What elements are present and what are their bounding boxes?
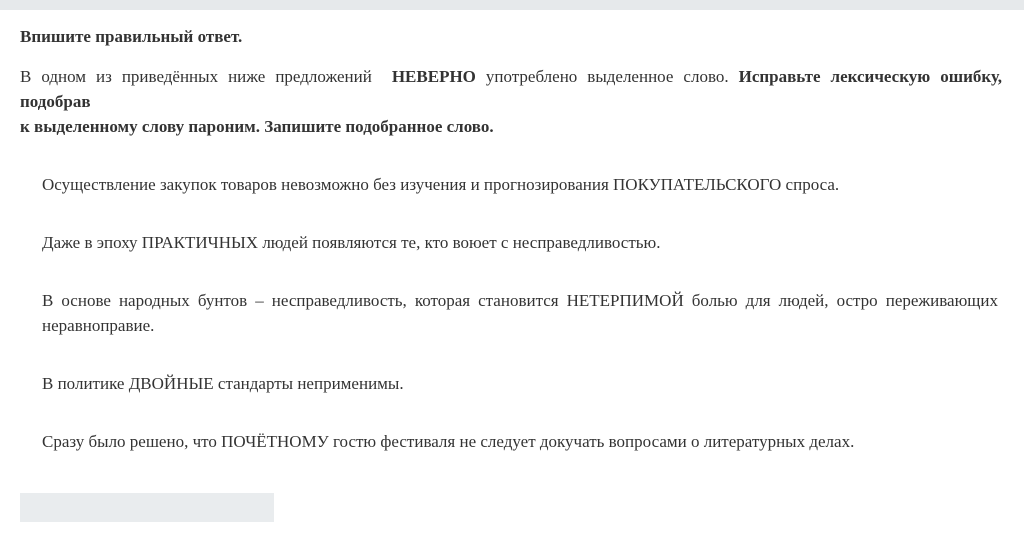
sentence-item: В политике ДВОЙНЫЕ стандарты неприменимы. — [42, 374, 404, 393]
instructions-text-1: В одном из приведённых ниже предложений — [20, 67, 382, 86]
task-title: Впишите правильный ответ. — [20, 27, 243, 46]
top-bar — [0, 0, 1024, 10]
sentence-item: Даже в эпоху ПРАКТИЧНЫХ людей появляются те, кто воюет с несправедливостью. — [42, 233, 661, 252]
sentence-item: В основе народных бунтов – несправедливость, которая становится НЕТЕРПИМОЙ болью для людей, остро переживающих неравноправие. — [42, 291, 998, 335]
instructions-text-2: употреблено выделенное слово. — [475, 67, 739, 86]
task-container — [20, 25, 1002, 487]
sentence-list — [20, 172, 998, 454]
sentence-item: Сразу было решено, что ПОЧЁТНОМУ гостю фестиваля не следует докучать вопросами о литературных делах. — [42, 432, 855, 451]
task-instructions — [20, 64, 1002, 139]
answer-input[interactable] — [20, 493, 274, 522]
sentence-item: Осуществление закупок товаров невозможно без изучения и прогнозирования ПОКУПАТЕЛЬСКОГО спроса. — [42, 175, 840, 194]
instructions-emphasis-fix: Исправьте лексическую ошибку, подобрав — [20, 67, 1003, 111]
instructions-emphasis-wrong: НЕВЕРНО — [391, 67, 476, 86]
instructions-emphasis-paronym: к выделенному слову пароним. Запишите подобранное слово. — [20, 117, 494, 136]
